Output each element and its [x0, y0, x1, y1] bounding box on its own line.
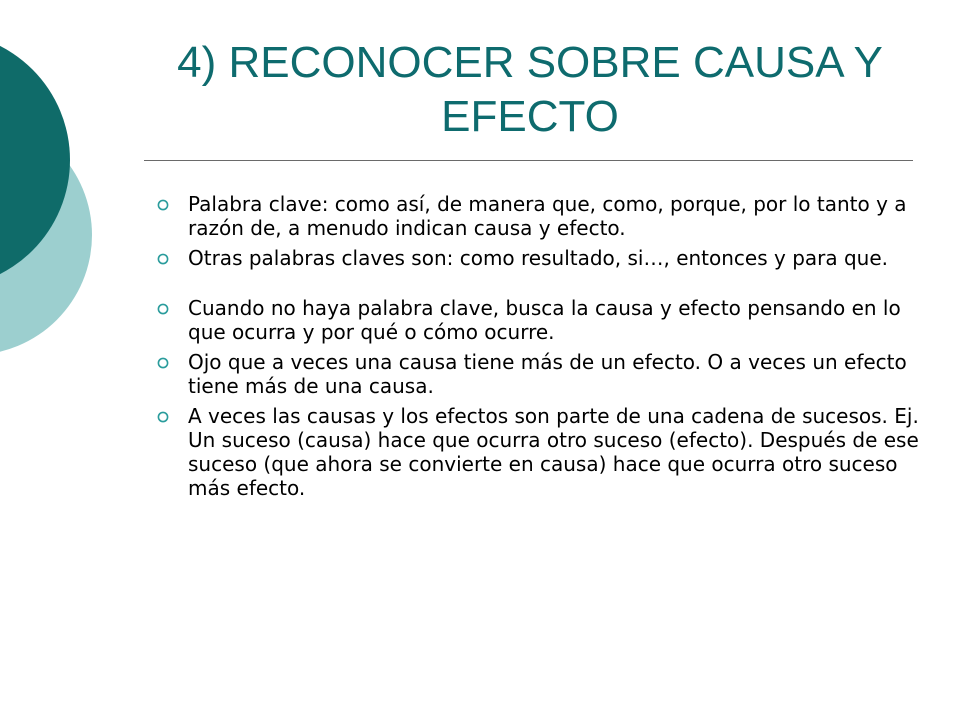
- bullet-text: Cuando no haya palabra clave, busca la causa y efecto pensando en lo que ocurra y por qué o cómo ocurre.: [188, 296, 901, 344]
- bullet-item: [150, 192, 920, 240]
- bullet-item: [150, 350, 920, 398]
- decorative-circles: [0, 0, 120, 400]
- bullet-text: Ojo que a veces una causa tiene más de un efecto. O a veces un efecto tiene más de una causa.: [188, 350, 907, 398]
- slide-title: 4) RECONOCER SOBRE CAUSA Y EFECTO: [177, 38, 883, 141]
- circle-outline-icon: [156, 302, 170, 316]
- bullet-text: Otras palabras claves son: como resultado, si…, entonces y para que.: [188, 246, 889, 270]
- circle-outline-icon: [156, 198, 170, 212]
- bullet-item: [150, 404, 920, 500]
- bullet-text: Palabra clave: como así, de manera que, como, porque, por lo tanto y a razón de, a menudo indican causa y efecto.: [188, 192, 907, 240]
- bullet-item: [150, 246, 920, 270]
- bullet-item: [150, 296, 920, 344]
- circle-outline-icon: [156, 252, 170, 266]
- circle-outline-icon: [156, 410, 170, 424]
- bullet-text: A veces las causas y los efectos son parte de una cadena de sucesos. Ej. Un suceso (causa) hace que ocurra otro suceso (efecto). Después de ese suceso (que ahora se convierte en causa) hace que ocurra otro suceso más efecto.: [188, 404, 919, 500]
- title-divider: [144, 160, 913, 161]
- bullet-list: [150, 192, 920, 506]
- circle-outline-icon: [156, 356, 170, 370]
